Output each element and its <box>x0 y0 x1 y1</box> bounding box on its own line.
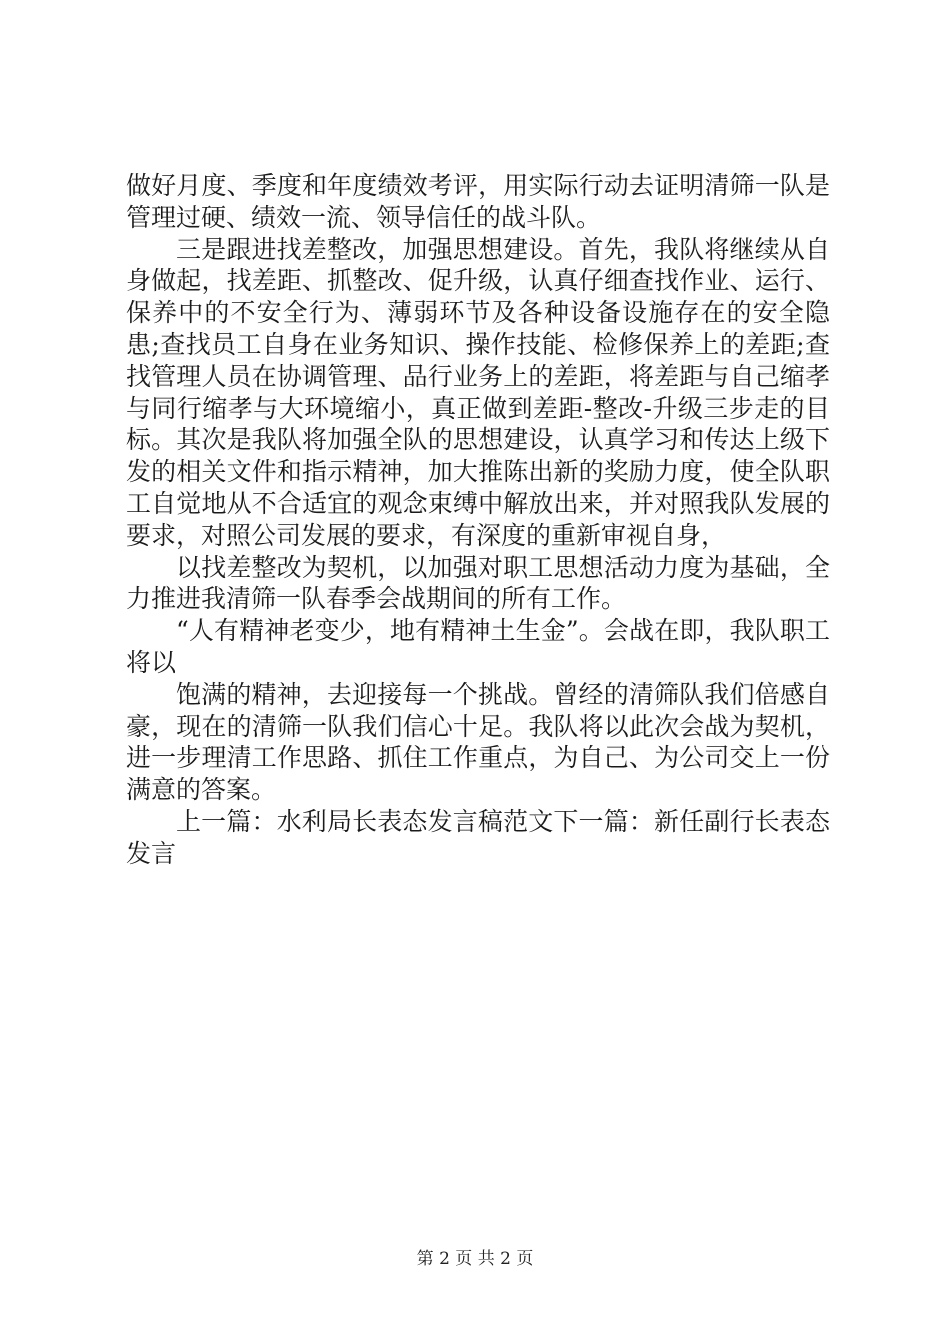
page-footer: 第 2 页 共 2 页 <box>416 1249 534 1269</box>
document-body <box>126 170 830 870</box>
paragraph-2: 三是跟进找差整改，加强思想建设。首先，我队将继续从自身做起，找差距、抓整改、促升级，认真仔细查找作业、运行、保养中的不安全行为、薄弱环节及各种设备设施存在的安全隐患;查找员工自身在业务知识、操作技能、检修保养上的差距;查找管理人员在协调管理、品行业务上的差距，将差距与自己缩孝与同行缩孝与大环境缩小，真正做到差距-整改-升级三步走的目标。其次是我队将加强全队的思想建设，认真学习和传达上级下发的相关文件和指示精神，加大推陈出新的奖励力度，使全队职工自觉地从不合适宜的观念束缚中解放出来，并对照我队发展的要求，对照公司发展的要求，有深度的重新审视自身， <box>126 234 830 550</box>
paragraph-5: 饱满的精神，去迎接每一个挑战。曾经的清筛队我们倍感自豪，现在的清筛一队我们信心十足。我队将以此次会战为契机，进一步理清工作思路、抓住工作重点，为自己、为公司交上一份满意的答案。 <box>126 679 830 805</box>
paragraph-3: 以找差整改为契机，以加强对职工思想活动力度为基础，全力推进我清筛一队春季会战期间的所有工作。 <box>126 552 830 614</box>
paragraph-1: 做好月度、季度和年度绩效考评，用实际行动去证明清筛一队是管理过硬、绩效一流、领导信任的战斗队。 <box>126 171 830 232</box>
paragraph-4: “人有精神老变少，地有精神土生金”。会战在即，我队职工将以 <box>126 616 830 677</box>
prev-next-links: 上一篇：水利局长表态发言稿范文下一篇：新任副行长表态发言 <box>126 806 830 868</box>
